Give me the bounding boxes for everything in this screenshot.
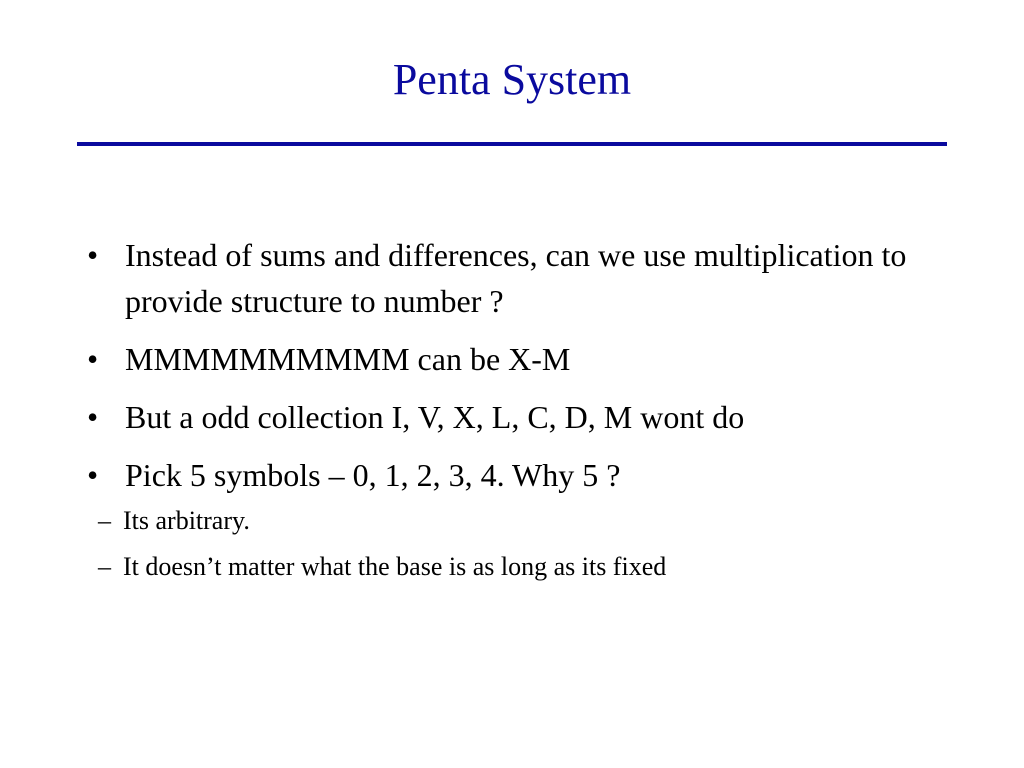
bullet-item <box>77 452 957 498</box>
bullet-text: MMMMMMMMMM can be X-M <box>125 341 571 377</box>
bullet-list <box>77 232 957 596</box>
bullet-text: But a odd collection I, V, X, L, C, D, M wont do <box>125 399 745 435</box>
bullet-marker: • <box>87 399 99 435</box>
sub-bullet-group <box>77 504 957 584</box>
bullet-item <box>77 232 957 324</box>
bullet-marker: • <box>87 237 99 273</box>
sub-bullet-item <box>77 504 957 538</box>
bullet-item <box>77 336 957 382</box>
sub-bullet-list <box>77 504 957 584</box>
bullet-marker: • <box>87 457 99 493</box>
sub-bullet-item <box>77 550 957 584</box>
sub-bullet-marker: – <box>98 506 111 535</box>
slide-title: Penta System <box>392 55 632 104</box>
bullet-marker: • <box>87 341 99 377</box>
bullet-text: Instead of sums and differences, can we use multiplication to provide structure to number ? <box>125 237 907 319</box>
sub-bullet-text: It doesn’t matter what the base is as long as its fixed <box>123 552 667 581</box>
sub-bullet-marker: – <box>98 552 111 581</box>
title-underline <box>77 142 947 146</box>
bullet-item <box>77 394 957 440</box>
bullet-text: Pick 5 symbols – 0, 1, 2, 3, 4. Why 5 ? <box>125 457 621 493</box>
sub-bullet-text: Its arbitrary. <box>123 506 250 535</box>
